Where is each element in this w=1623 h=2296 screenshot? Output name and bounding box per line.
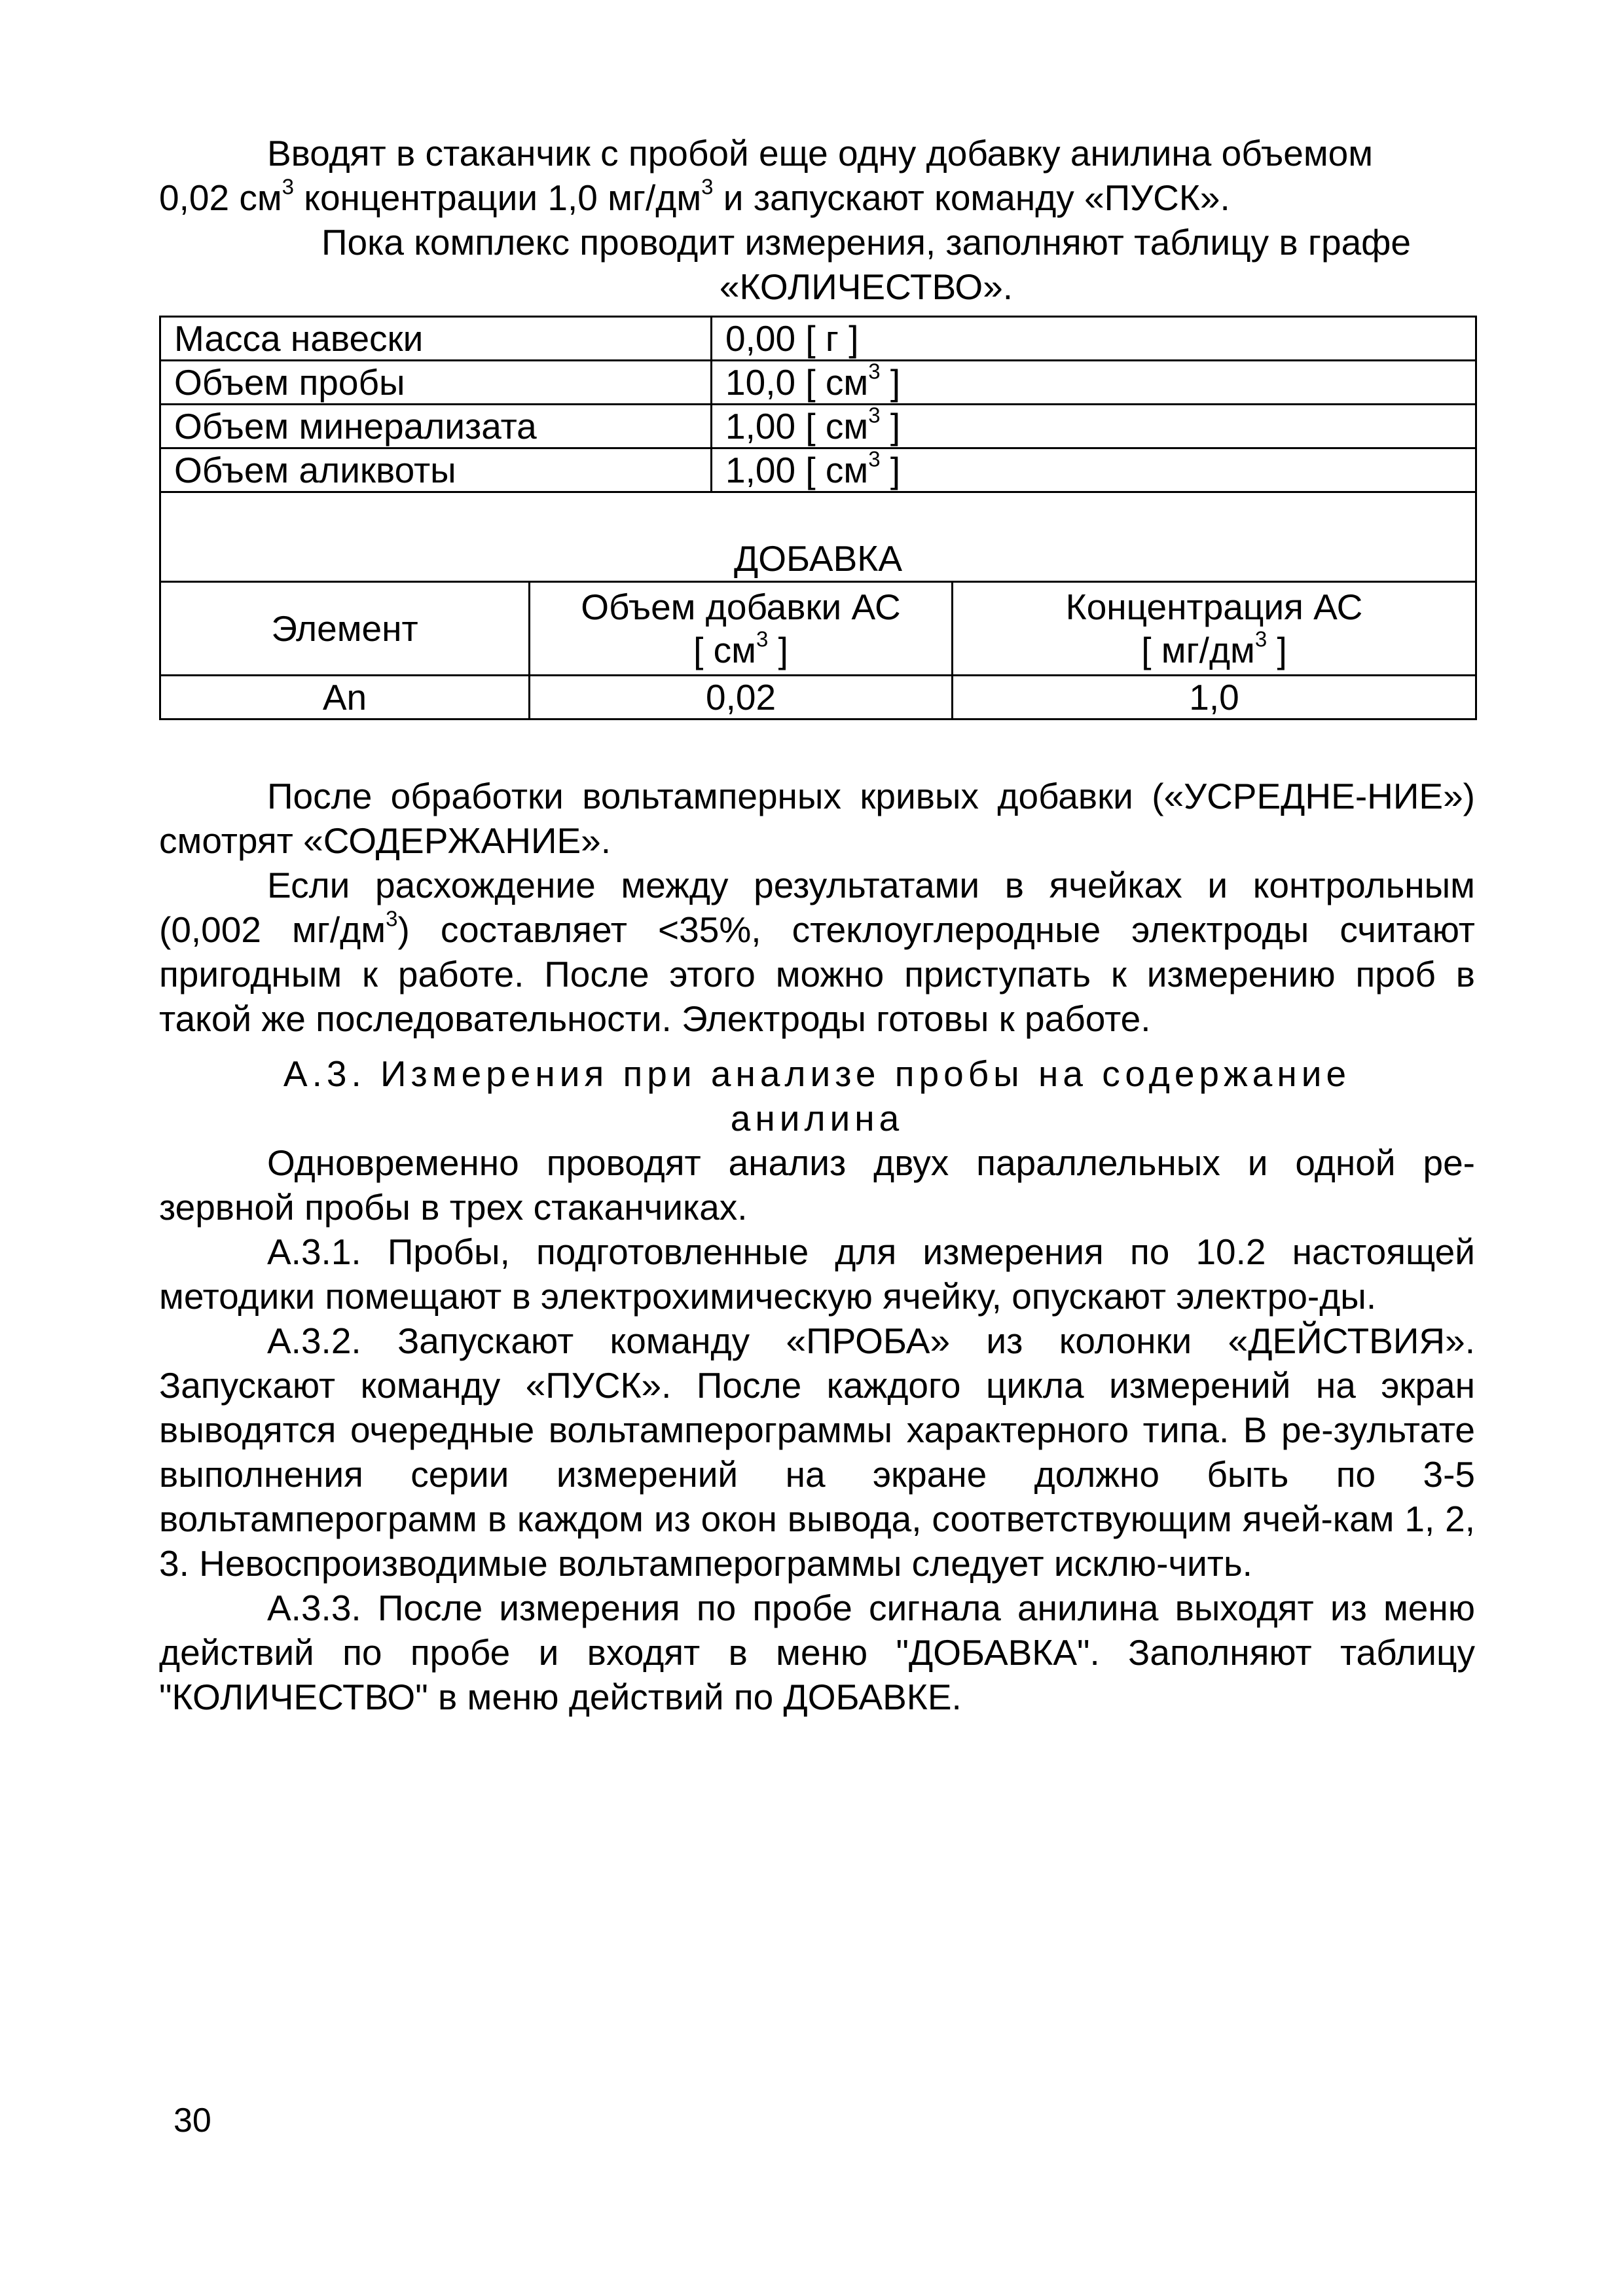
paragraph-text: ) составляет <35%, стеклоуглеродные электроды считают пригодным к работе. После этого можно приступать к измерению проб в такой же последовательности. Электроды готовы к работе. (159, 909, 1475, 1039)
superscript: 3 (868, 403, 881, 428)
param-value-text: 1,00 [ см (725, 450, 869, 490)
param-label: Объем аликвоты (160, 448, 712, 492)
column-header-concentration (953, 582, 1476, 676)
superscript: 3 (868, 359, 881, 384)
intro-text: и запускают команду «ПУСК». (713, 177, 1230, 218)
table-row (160, 448, 1476, 492)
column-header-text: Объем добавки АС (581, 587, 901, 627)
section-title-line: А.3. Измерения при анализе пробы на содержание (283, 1053, 1351, 1094)
paragraph-parallel: Одновременно проводят анализ двух параллельных и одной ре-зервной пробы в трех стаканчиках. (159, 1142, 1475, 1228)
table-header-row (160, 582, 1476, 676)
superscript: 3 (386, 906, 398, 931)
paragraph-a33: А.3.3. После измерения по пробе сигнала анилина выходят из меню действий по пробе и входят в меню "ДОБАВКА". Заполняют таблицу "КОЛИЧЕСТВО" в меню действий по ДОБАВКЕ. (159, 1588, 1475, 1717)
param-value (712, 405, 1476, 448)
superscript: 3 (756, 627, 769, 651)
paragraph-a32: А.3.2. Запускают команду «ПРОБА» из колонки «ДЕЙСТВИЯ». Запускают команду «ПУСК». После каждого цикла измерений на экран выводятся очередные вольтамперограммы характерного типа. В ре-зультате выполнения серии измерений на экране должно быть по 3-5 вольтамперограмм в каждом из окон вывода, соответствующим ячей-кам 1, 2, 3. Невоспроизводимые вольтамперограммы следует исклю-чить. (159, 1321, 1475, 1584)
param-value-text: 10,0 [ см (725, 362, 869, 403)
table-row (160, 492, 1476, 582)
param-value: 0,00 [ г ] (712, 317, 1476, 361)
table-row (160, 361, 1476, 405)
intro-paragraph-2 (159, 220, 1475, 309)
intro-text: «КОЛИЧЕСТВО». (719, 266, 1013, 307)
superscript: 3 (701, 174, 714, 199)
parameters-table (159, 316, 1477, 720)
column-header-text: [ мг/дм (1141, 630, 1255, 670)
param-value (712, 448, 1476, 492)
intro-line-1: Вводят в стаканчик с пробой еще одну добавку анилина объемом (267, 133, 1374, 173)
table-row (160, 405, 1476, 448)
cell-element: An (160, 676, 530, 720)
superscript: 3 (868, 446, 881, 471)
section-title (159, 1051, 1475, 1140)
param-label: Объем пробы (160, 361, 712, 405)
intro-text: Пока комплекс проводит измерения, заполняют таблицу в графе (321, 222, 1412, 263)
cell-concentration: 1,0 (953, 676, 1476, 720)
paragraph-processing: После обработки вольтамперных кривых добавки («УСРЕДНЕ-НИЕ») смотрят «СОДЕРЖАНИЕ». (159, 776, 1475, 861)
spacer (159, 720, 1475, 774)
table-row (160, 317, 1476, 361)
intro-paragraph-1 (159, 131, 1475, 220)
section-title-line: анилина (730, 1098, 904, 1139)
intro-text: концентрации 1,0 мг/дм (294, 177, 702, 218)
param-value-text: ] (880, 450, 901, 490)
page-content (159, 131, 1475, 1719)
paragraph-text: Если расхождение между результатами в ячейках и контрольным (0,002 мг/дм (159, 865, 1475, 950)
paragraph-discrepancy (159, 863, 1475, 1041)
column-header-volume (530, 582, 953, 676)
param-value-text: ] (880, 406, 901, 446)
paragraph-a31: А.3.1. Пробы, подготовленные для измерения по 10.2 настоящей методики помещают в электрохимическую ячейку, опускают электро-ды. (159, 1231, 1475, 1317)
column-header-text: Концентрация АС (1065, 587, 1363, 627)
param-value-text: ] (880, 362, 901, 403)
superscript: 3 (282, 174, 294, 199)
superscript: 3 (1254, 627, 1267, 651)
column-header-text: ] (768, 630, 788, 670)
column-header-element: Элемент (160, 582, 530, 676)
page-number: 30 (173, 2102, 211, 2140)
param-value-text: 1,00 [ см (725, 406, 869, 446)
table-row (160, 676, 1476, 720)
column-header-text: [ см (693, 630, 756, 670)
intro-text: 0,02 см (159, 177, 282, 218)
cell-volume: 0,02 (530, 676, 953, 720)
param-label: Масса навески (160, 317, 712, 361)
additive-section-header: ДОБАВКА (160, 492, 1476, 582)
column-header-text: ] (1267, 630, 1287, 670)
param-label: Объем минерализата (160, 405, 712, 448)
param-value (712, 361, 1476, 405)
